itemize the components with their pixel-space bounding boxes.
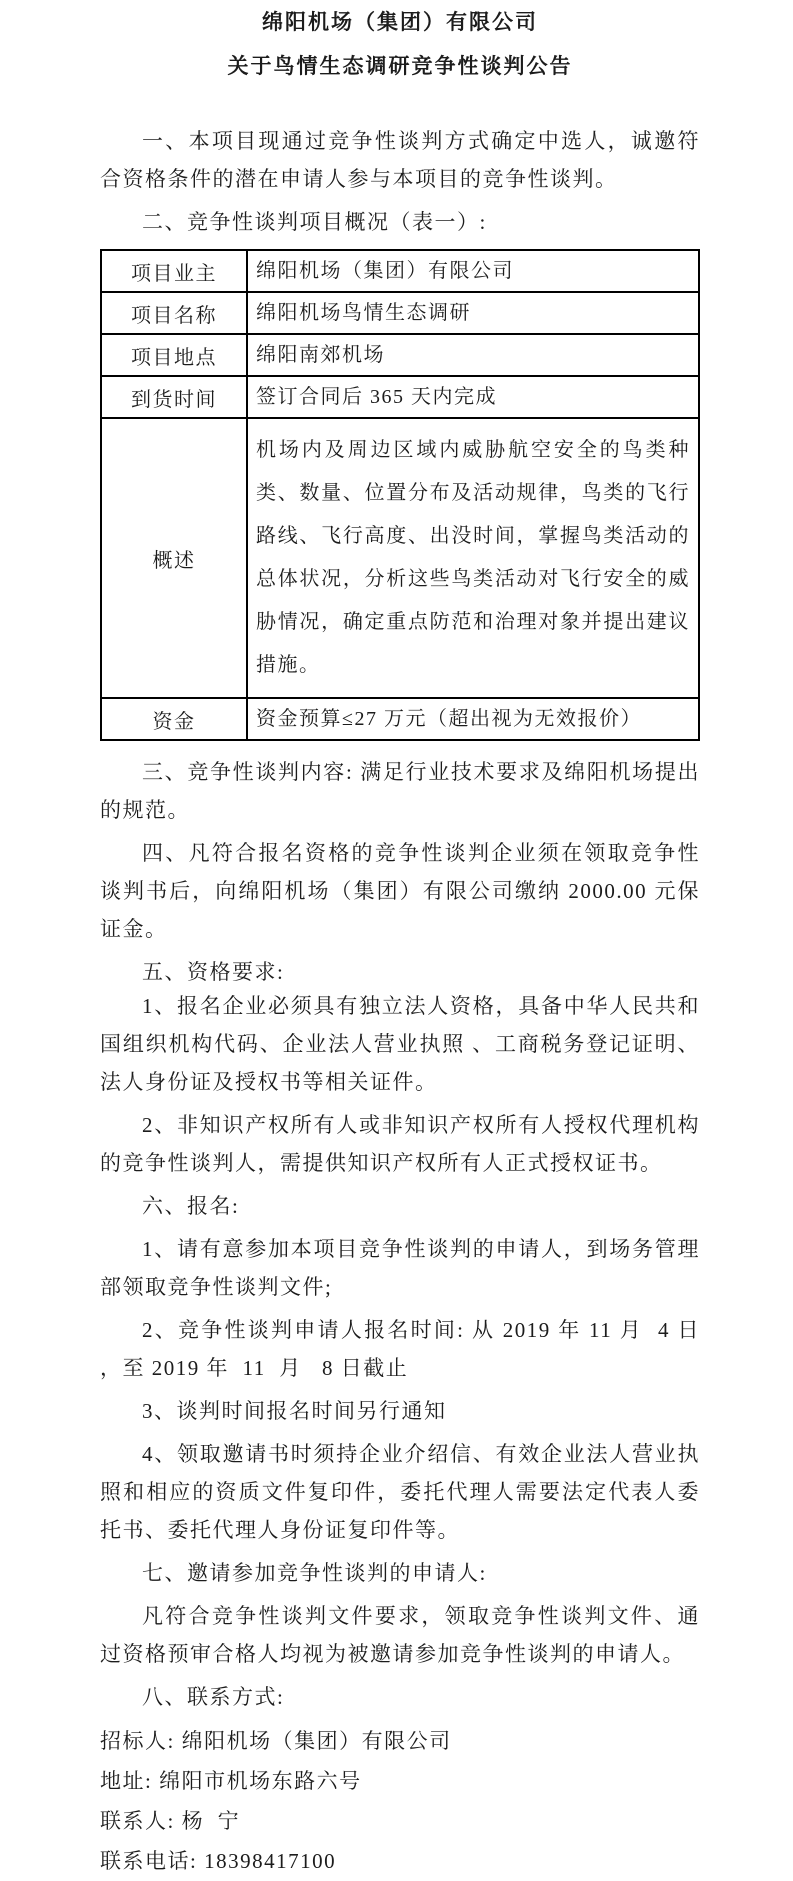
paragraph-section-6-item-4: 4、领取邀请书时须持企业介绍信、有效企业法人营业执照和相应的资质文件复印件，委托代理人需要法定代表人委托书、委托代理人身份证复印件等。 <box>100 1442 700 1542</box>
table-row-overview <box>101 418 699 698</box>
row-label: 概述 <box>101 418 247 698</box>
table-row-location <box>101 334 699 376</box>
paragraph-section-6-item-3: 3、谈判时间报名时间另行通知 <box>142 1399 447 1423</box>
doc-body <box>100 122 707 1881</box>
doc-subtitle: 关于鸟情生态调研竞争性谈判公告 <box>227 54 573 78</box>
row-label: 项目业主 <box>101 250 247 292</box>
paragraph-section-6-item-1: 1、请有意参加本项目竞争性谈判的申请人，到场务管理部领取竞争性谈判文件; <box>100 1237 700 1299</box>
contact-phone: 联系电话: 18398417100 <box>100 1849 337 1873</box>
paragraph-section-3: 三、竞争性谈判内容: 满足行业技术要求及绵阳机场提出的规范。 <box>100 760 700 822</box>
paragraph-intro: 一、本项目现通过竞争性谈判方式确定中选人，诚邀符合资格条件的潜在申请人参与本项目的竞争性谈判。 <box>100 129 700 191</box>
table-row-delivery-time <box>101 376 699 418</box>
paragraph-section-7-body: 凡符合竞争性谈判文件要求，领取竞争性谈判文件、通过资格预审合格人均视为被邀请参加竞争性谈判的申请人。 <box>100 1604 700 1666</box>
table-row-project-name <box>101 292 699 334</box>
doc-title: 绵阳机场（集团）有限公司 <box>262 10 538 34</box>
row-value: 绵阳机场（集团）有限公司 <box>247 250 699 292</box>
paragraph-table-heading: 二、竞争性谈判项目概况（表一）: <box>142 210 487 234</box>
contact-bidder: 招标人: 绵阳机场（集团）有限公司 <box>100 1729 452 1753</box>
paragraph-section-4: 四、凡符合报名资格的竞争性谈判企业须在领取竞争性谈判书后，向绵阳机场（集团）有限公司缴纳 2000.00 元保证金。 <box>100 841 700 941</box>
paragraph-section-5-item-2: 2、非知识产权所有人或非知识产权所有人授权代理机构的竞争性谈判人，需提供知识产权所有人正式授权证书。 <box>100 1113 700 1175</box>
paragraph-section-8-heading: 八、联系方式: <box>142 1685 285 1709</box>
paragraph-section-7-heading: 七、邀请参加竞争性谈判的申请人: <box>142 1561 487 1585</box>
row-label: 资金 <box>101 698 247 740</box>
row-label: 到货时间 <box>101 376 247 418</box>
table-row-owner <box>101 250 699 292</box>
row-value: 资金预算≤27 万元（超出视为无效报价） <box>247 698 699 740</box>
contact-address: 地址: 绵阳市机场东路六号 <box>100 1769 362 1793</box>
row-value: 绵阳机场鸟情生态调研 <box>247 292 699 334</box>
paragraph-section-5-heading: 五、资格要求: <box>142 960 285 984</box>
row-label: 项目名称 <box>101 292 247 334</box>
row-label: 项目地点 <box>101 334 247 376</box>
table-row-budget <box>101 698 699 740</box>
paragraph-section-6-item-2: 2、竞争性谈判申请人报名时间: 从 2019 年 11 月 4 日 ，至 2019 年 11 月 8 日截止 <box>100 1318 707 1380</box>
paragraph-section-6-heading: 六、报名: <box>142 1194 240 1218</box>
paragraph-section-5-item-1: 1、报名企业必须具有独立法人资格，具备中华人民共和国组织机构代码、企业法人营业执照 、工商税务登记证明、法人身份证及授权书等相关证件。 <box>100 994 700 1094</box>
row-value: 签订合同后 365 天内完成 <box>247 376 699 418</box>
project-overview-table <box>100 249 700 741</box>
row-value: 机场内及周边区域内威胁航空安全的鸟类种类、数量、位置分布及活动规律，鸟类的飞行路线、飞行高度、出没时间，掌握鸟类活动的总体状况，分析这些鸟类活动对飞行安全的威胁情况，确定重点防范和治理对象并提出建议措施。 <box>247 418 699 698</box>
contact-person: 联系人: 杨 宁 <box>100 1809 241 1833</box>
row-value: 绵阳南郊机场 <box>247 334 699 376</box>
